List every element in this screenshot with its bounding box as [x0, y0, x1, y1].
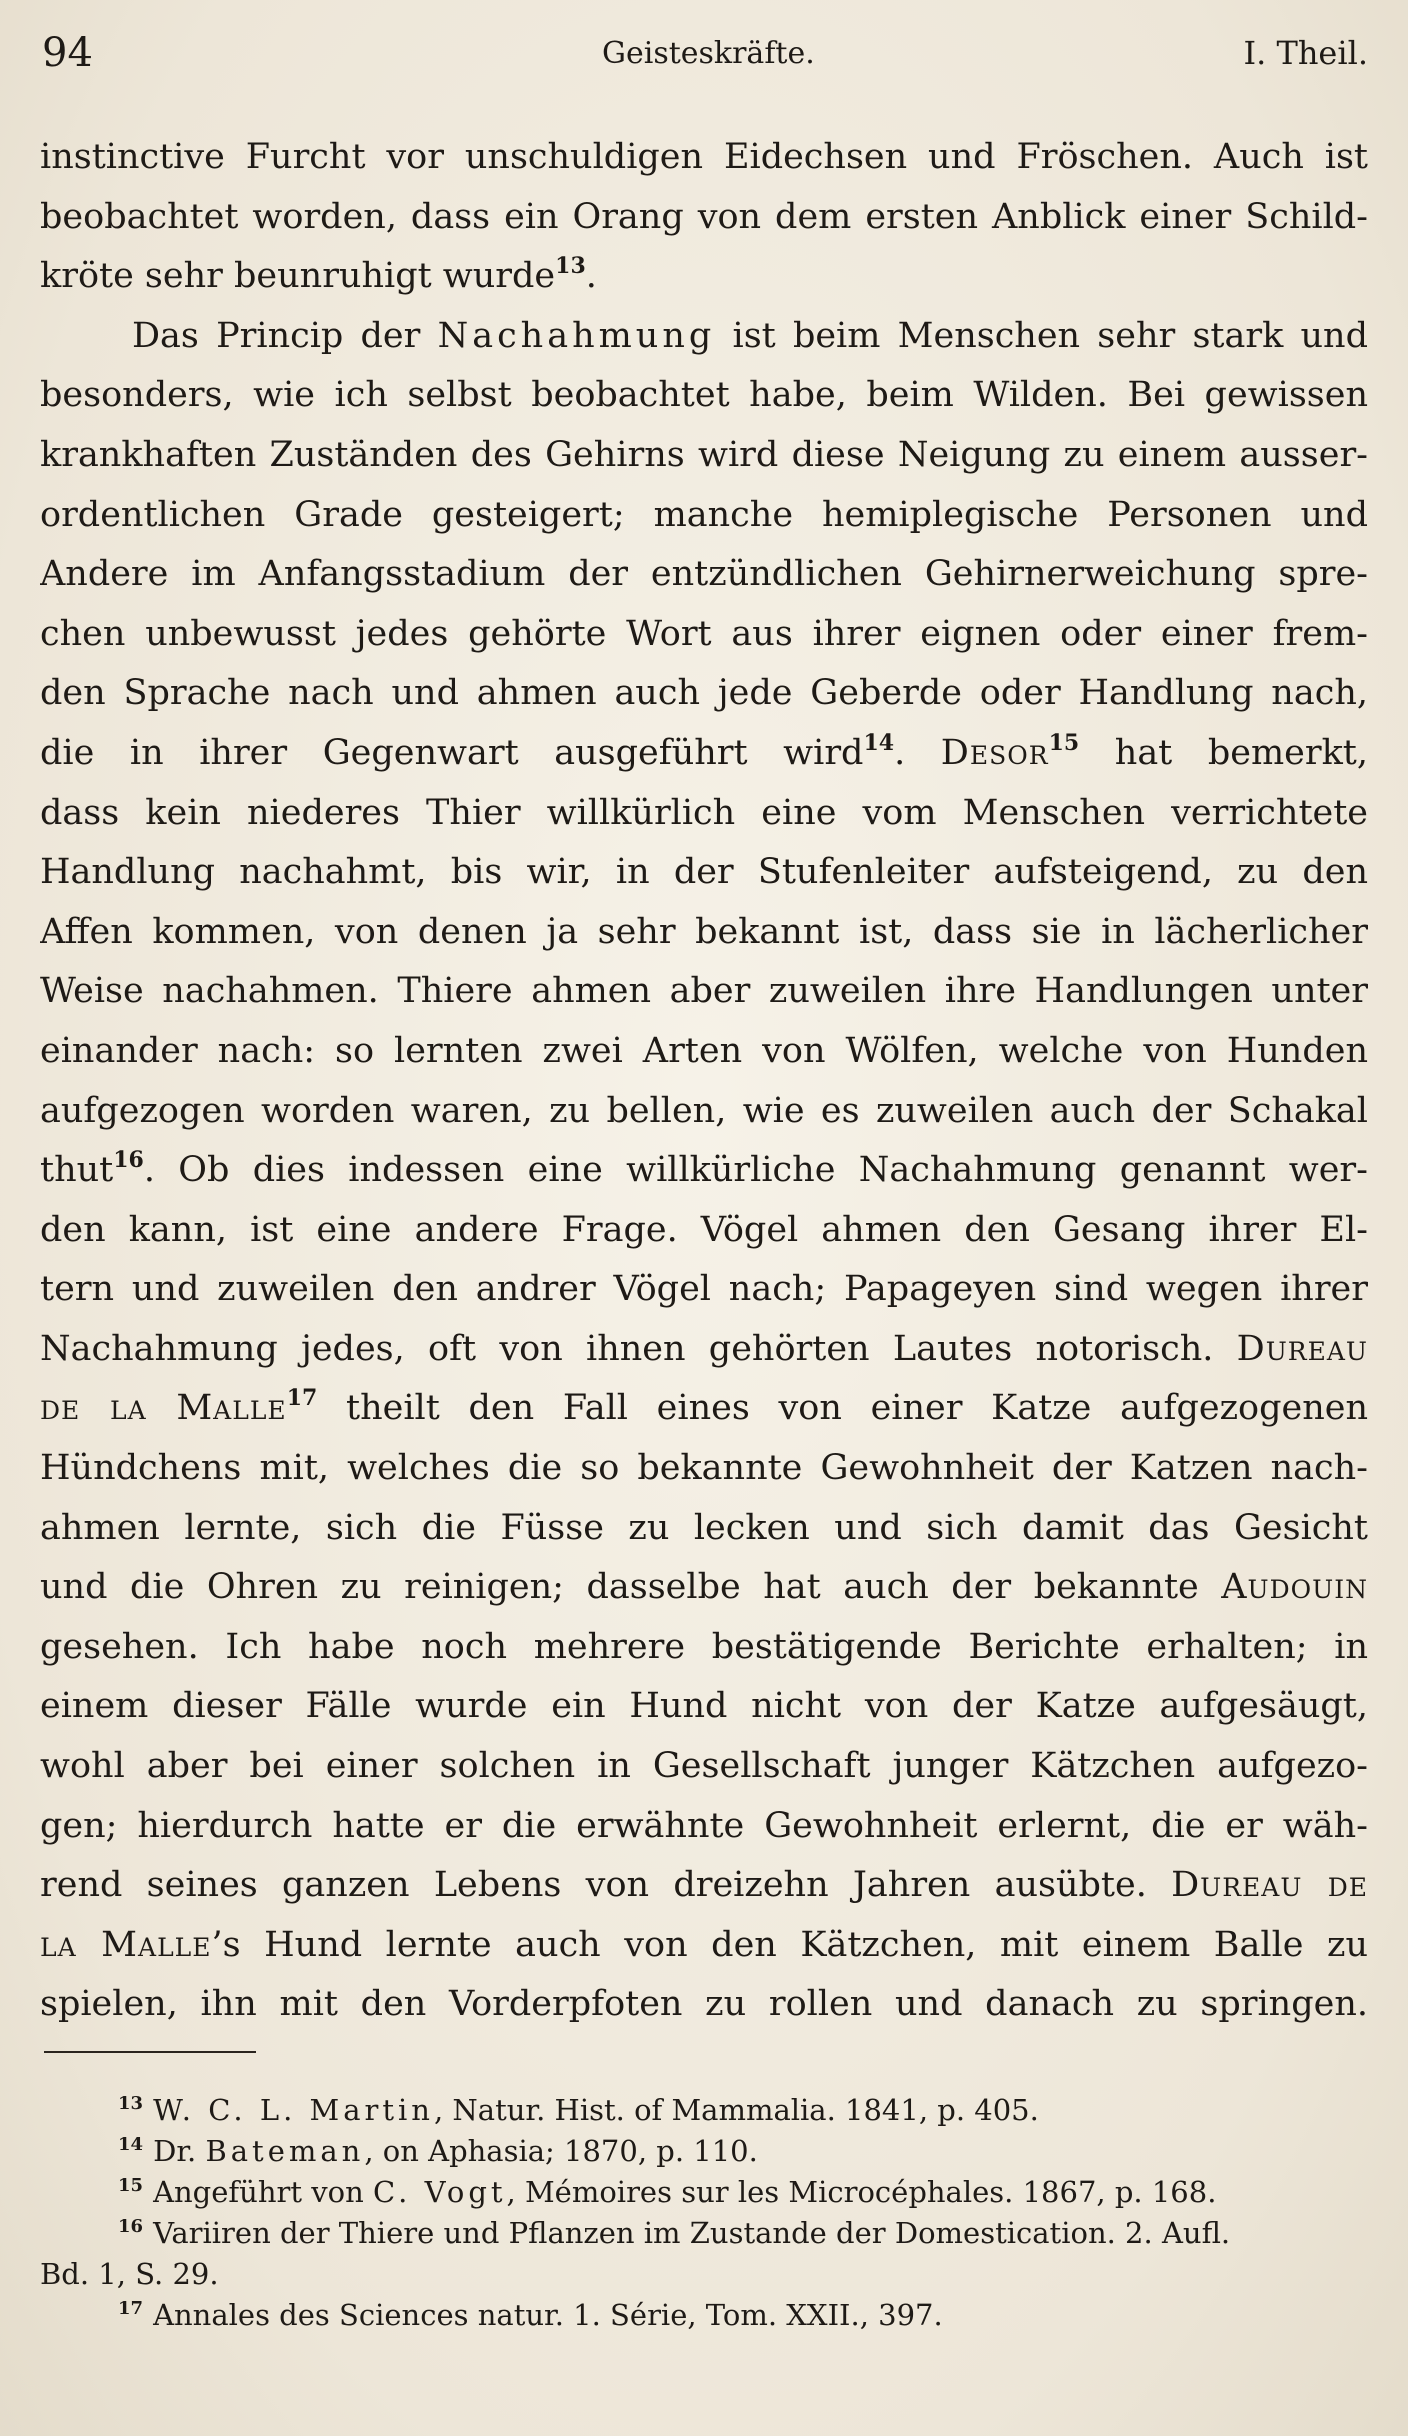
footnote-divider [44, 2051, 256, 2053]
text-line: tern und zuweilen den andrer Vögel nach; Papageyen sind wegen ihrer [40, 1269, 1368, 1310]
text-line: Affen kommen, von denen ja sehr bekannt ist, dass sie in lächerlicher [40, 911, 1368, 952]
emphasis: Nachahmung [437, 315, 716, 356]
text-line: la Malle’s Hund lernte auch von den Kätzchen, mit einem Balle zu [40, 1924, 1368, 1965]
author-name: Dureau [1236, 1328, 1368, 1369]
text-line: ahmen lernte, sich die Füsse zu lecken und sich damit das Gesicht [40, 1507, 1368, 1548]
author-name: de la Malle [40, 1388, 287, 1429]
footnote-continuation: Bd. 1, S. 29. [40, 2257, 219, 2291]
text-line: und die Ohren zu reinigen; dasselbe hat auch der bekannte Audouin [40, 1567, 1368, 1608]
text-line: Weise nachahmen. Thiere ahmen aber zuweilen ihre Handlungen unter [40, 971, 1368, 1012]
footnote-ref: 13 [555, 253, 586, 280]
footnote-ref: 17 [286, 1385, 318, 1412]
text-line: Das Princip der Nachahmung ist beim Menschen sehr stark und [132, 315, 1368, 356]
page-header [42, 30, 1368, 90]
text-line: besonders, wie ich selbst beobachtet habe, beim Wilden. Bei gewissen [40, 375, 1368, 416]
text-line: gesehen. Ich habe noch mehrere bestätigende Berichte erhalten; in [40, 1626, 1368, 1667]
running-title: Geisteskräfte. [602, 36, 815, 71]
text-line: kröte sehr beunruhigt wurde$^{13}$. [40, 253, 597, 297]
text-line: Andere im Anfangsstadium der entzündlichen Gehirnerweichung spre- [40, 554, 1368, 595]
text-line: rend seines ganzen Lebens von dreizehn Jahren ausübte. Dureau de [40, 1865, 1368, 1906]
page-number: 94 [42, 30, 93, 76]
footnote-ref: 15 [1048, 729, 1080, 756]
body-text [40, 128, 1368, 2035]
footnote: $^{15}$ Angeführt von C. Vogt, Mémoires sur les Microcéphales. 1867, p. 168. [118, 2175, 1217, 2209]
text-line: die in ihrer Gegenwart ausgeführt wird$^{14}$. Desor$^{15}$ hat bemerkt, [40, 729, 1368, 773]
footnote: $^{14}$ Dr. Bateman, on Aphasia; 1870, p. 110. [118, 2134, 758, 2168]
author-name: Dureau de [1171, 1865, 1368, 1906]
text-line: thut$^{16}$. Ob dies indessen eine willkürliche Nachahmung genannt wer- [40, 1147, 1368, 1191]
text-line: beobachtet worden, dass ein Orang von dem ersten Anblick einer Schild- [40, 196, 1368, 237]
text-line: gen; hierdurch hatte er die erwähnte Gewohnheit erlernt, die er wäh- [40, 1805, 1368, 1846]
author-name: Audouin [1221, 1567, 1368, 1608]
footnote-ref: 14 [863, 729, 895, 756]
author-name: Desor [940, 732, 1049, 773]
text-line: ordentlichen Grade gesteigert; manche hemiplegische Personen und [40, 494, 1368, 535]
text-line: Handlung nachahmt, bis wir, in der Stufenleiter aufsteigend, zu den [40, 852, 1368, 893]
text-line: den Sprache nach und ahmen auch jede Geberde oder Handlung nach, [40, 673, 1368, 714]
footnote: $^{17}$ Annales des Sciences natur. 1. Série, Tom. XXII., 397. [118, 2298, 943, 2332]
text-line: spielen, ihn mit den Vorderpfoten zu rollen und danach zu springen. [40, 1984, 1368, 2025]
part-label: I. Theil. [1243, 34, 1368, 72]
text-line: Nachahmung jedes, oft von ihnen gehörten Lautes notorisch. Dureau [40, 1328, 1368, 1369]
text-line: instinctive Furcht vor unschuldigen Eidechsen und Fröschen. Auch ist [40, 137, 1368, 177]
text-line: krankhaften Zuständen des Gehirns wird diese Neigung zu einem ausser- [40, 434, 1368, 475]
text-line: den kann, ist eine andere Frage. Vögel ahmen den Gesang ihrer El- [40, 1209, 1368, 1250]
text-line: aufgezogen worden waren, zu bellen, wie es zuweilen auch der Schakal [40, 1090, 1368, 1131]
footnotes [40, 2090, 1368, 2336]
text-line: einem dieser Fälle wurde ein Hund nicht von der Katze aufgesäugt, [40, 1686, 1368, 1727]
text-line: chen unbewusst jedes gehörte Wort aus ihrer eignen oder einer frem- [40, 613, 1368, 654]
footnote: $^{13}$ W. C. L. Martin, Natur. Hist. of Mammalia. 1841, p. 405. [118, 2093, 1039, 2127]
text-line: wohl aber bei einer solchen in Gesellschaft junger Kätzchen aufgezo- [40, 1746, 1368, 1787]
text-line: dass kein niederes Thier willkürlich eine vom Menschen verrichtete [40, 792, 1368, 833]
footnote: $^{16}$ Variiren der Thiere und Pflanzen im Zustande der Domestication. 2. Aufl. [118, 2216, 1231, 2250]
text-line: Hündchens mit, welches die so bekannte Gewohnheit der Katzen nach- [40, 1448, 1368, 1489]
author-name: la Malle [40, 1924, 212, 1965]
footnote-ref: 16 [113, 1147, 144, 1174]
text-line: de la Malle$^{17}$ theilt den Fall eines von einer Katze aufgezogenen [40, 1385, 1368, 1429]
text-line: einander nach: so lernten zwei Arten von Wölfen, welche von Hunden [40, 1030, 1368, 1071]
